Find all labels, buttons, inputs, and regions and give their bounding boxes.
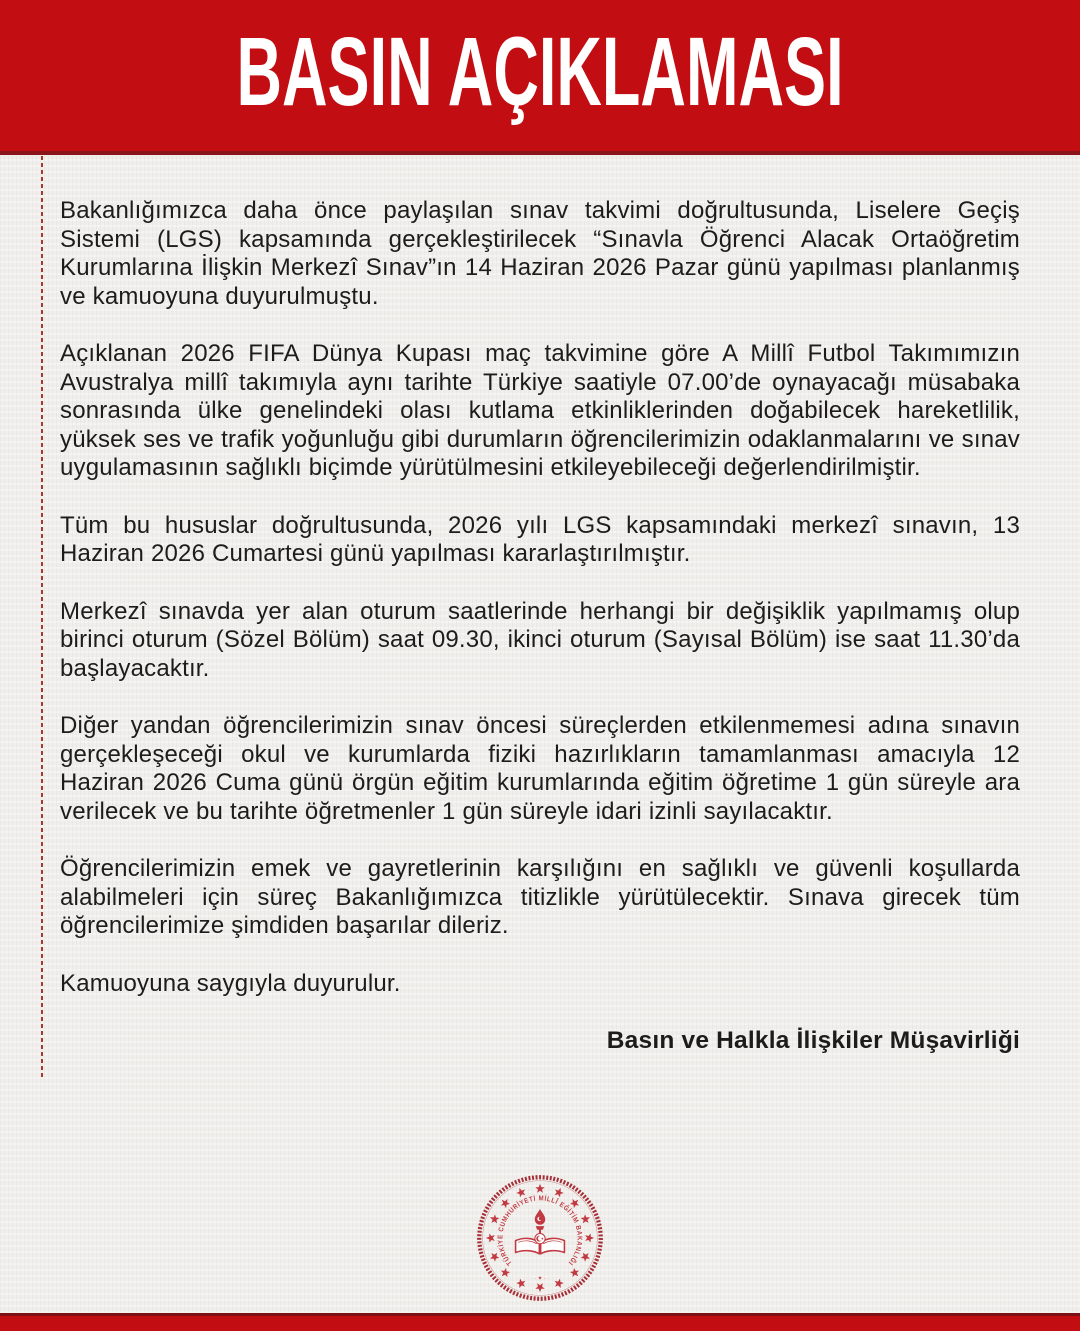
footer-bar	[0, 1313, 1080, 1331]
seal-ring-text: TÜRKİYE CUMHURİYETİ MİLLÎ EĞİTİM BAKANLIĞI	[497, 1195, 583, 1267]
meb-seal-icon	[474, 1172, 606, 1304]
header-banner	[0, 0, 1080, 155]
paragraph-1: Bakanlığımızca daha önce paylaşılan sınav takvimi doğrultusunda, Liselere Geçiş Sistemi (LGS) kapsamında gerçekleştirilecek “Sınavla Öğrenci Alacak Ortaöğretim Kurumlarına İlişkin Merkezî Sınav”ın 14 Haziran 2026 Pazar günü yapılması planlanmış ve kamuoyuna duyurulmuştu.	[60, 197, 1020, 310]
paragraph-2: Açıklanan 2026 FIFA Dünya Kupası maç takvimine göre A Millî Futbol Takımımızın Avustralya millî takımıyla aynı tarihte Türkiye saatiyle 07.00’de oynayacağı müsabaka sonrasında ülke genelindeki olası kutlama etkinliklerinden doğabilecek hareketlilik, yüksek ses ve trafik yoğunluğu gibi durumların öğrencilerimizin odaklanmalarını ve sınav uygulamasının sağlıklı biçimde yürütülmesini etkileyebileceği değerlendirilmiştir.	[60, 340, 1020, 481]
seal-torch-icon	[535, 1209, 546, 1235]
press-release-body	[60, 155, 1020, 1055]
page-title: BASIN AÇIKLAMASI	[236, 17, 844, 126]
left-margin-rule	[41, 156, 43, 1077]
paragraph-3: Tüm bu hususlar doğrultusunda, 2026 yılı LGS kapsamındaki merkezî sınavın, 13 Haziran 2026 Cumartesi günü yapılması kararlaştırılmıştır.	[60, 511, 1020, 567]
paragraph-5: Diğer yandan öğrencilerimizin sınav öncesi süreçlerden etkilenmemesi adına sınavın gerçekleşeceği okul ve kurumlarda fiziki hazırlıkların tamamlanması amacıyla 12 Haziran 2026 Cuma günü örgün eğitim kurumlarında eğitim öğretime 1 gün süreyle ara verilecek ve bu tarihte öğretmenler 1 gün süreyle idari izinli sayılacaktır.	[60, 712, 1020, 825]
ministry-seal-logo	[474, 1172, 606, 1304]
paragraph-4: Merkezî sınavda yer alan oturum saatlerinde herhangi bir değişiklik yapılmamış olup birinci oturum (Sözel Bölüm) saat 09.30, ikinci oturum (Sayısal Bölüm) ise saat 11.30’da başlayacaktır.	[60, 597, 1020, 682]
paragraph-7: Kamuoyuna saygıyla duyurulur.	[60, 969, 401, 997]
seal-ring-separator: · ★ ·	[534, 1276, 546, 1282]
signature: Basın ve Halkla İlişkiler Müşavirliği	[606, 1027, 1020, 1054]
seal-crescent-star-icon	[535, 1234, 545, 1244]
paragraph-6: Öğrencilerimizin emek ve gayretlerinin karşılığını en sağlıklı ve güvenli koşullarda alabilmeleri için süreç Bakanlığımızca titizlikle yürütülecektir. Sınava girecek tüm öğrencilerimize şimdiden başarılar dileriz.	[60, 855, 1020, 939]
